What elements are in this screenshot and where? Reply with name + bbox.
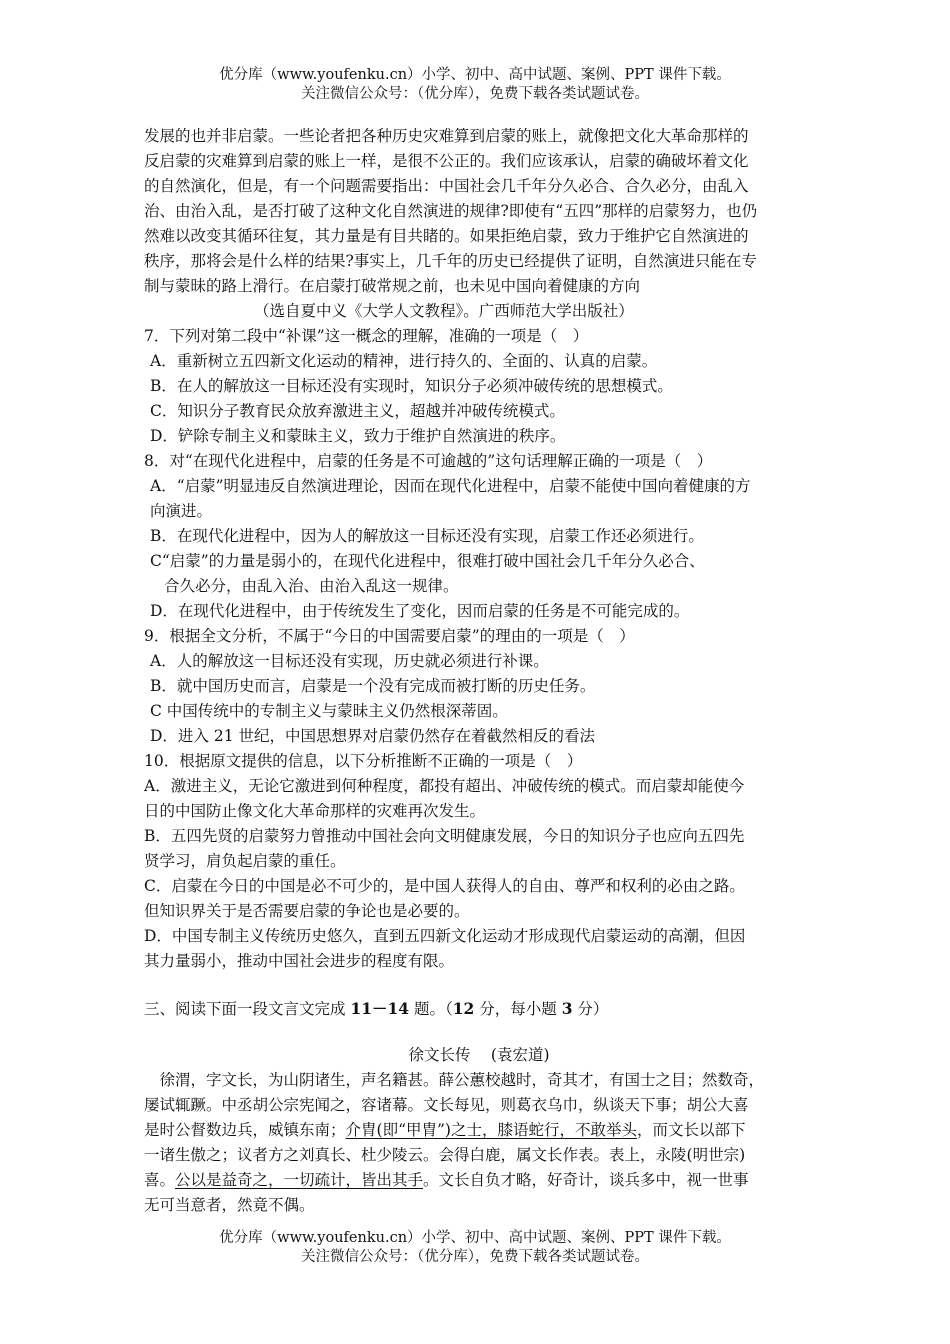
answer-option: A．重新树立五四新文化运动的精神，进行持久的、全面的、认真的启蒙。: [150, 352, 658, 370]
passage-line: 反启蒙的灾难算到启蒙的账上一样，是很不公正的。我们应该承认，启蒙的确破坏着文化: [144, 152, 749, 170]
passage: [144, 124, 814, 299]
header-line-1: 优分库（www.youfenku.cn）小学、初中、高中试题、案例、PPT 课件下载。: [219, 67, 731, 83]
answer-option: C．启蒙在今日的中国是必不可少的，是中国人获得人的自由、尊严和权利的必由之路。: [144, 877, 745, 895]
answer-option: B．五四先贤的启蒙努力曾推动中国社会向文明健康发展，今日的知识分子也应向五四先: [144, 827, 745, 845]
classical-line: 是时公督数边兵，威镇东南；介胄(即“甲胄”)之士，膝语蛇行，不敢举头，而文长以部下: [144, 1121, 746, 1139]
document-body: [144, 124, 814, 1218]
answer-option: D．进入 21 世纪，中国思想界对启蒙仍然存在着截然相反的看法: [150, 727, 596, 745]
page-footer: [0, 1229, 950, 1267]
passage-line: 发展的也并非启蒙。一些论者把各种历史灾难算到启蒙的账上，就像把文化大革命那样的: [144, 127, 749, 145]
question-stem: 7．下列对第二段中“补课”这一概念的理解，准确的一项是（ ）: [144, 327, 589, 345]
answer-option: B．在人的解放这一目标还没有实现时，知识分子必须冲破传统的思想模式。: [150, 377, 673, 395]
page-header: [0, 66, 950, 104]
classical-line: 屡试辄蹶。中丞胡公宗宪闻之，容诸幕。文长每见，则葛衣乌巾，纵谈天下事；胡公大喜: [144, 1096, 749, 1114]
classical-line: 喜。公以是益奇之，一切疏计，皆出其手。文长自负才略，好奇计，谈兵多中，视一世事: [144, 1171, 749, 1189]
answer-option-continued: 但知识界关于是否需要启蒙的争论也是必要的。: [144, 902, 470, 920]
answer-option: A．激进主义，无论它激进到何种程度，都投有超出、冲破传统的模式。而启蒙却能使今: [144, 777, 745, 795]
question-9: [144, 624, 814, 749]
passage-line: 制与蒙昧的路上滑行。在启蒙打破常规之前，也未见中国向着健康的方向: [144, 277, 641, 295]
footer-line-1: 优分库（www.youfenku.cn）小学、初中、高中试题、案例、PPT 课件下载。: [219, 1230, 731, 1246]
emphasized-word: 永陵 · ·: [656, 1146, 687, 1164]
question-10: [144, 749, 814, 974]
classical-line: 徐渭，字文长，为山阴诸生，声名籍甚。薛公蕙校越时，奇其才，有国士之目；然数奇，: [144, 1071, 765, 1089]
passage-source: （选自夏中义《大学人文教程》。广西师范大学出版社）: [254, 302, 634, 320]
answer-option: B．在现代化进程中，因为人的解放这一目标还没有实现，启蒙工作还必须进行。: [150, 527, 704, 545]
answer-option-continued: 向演进。: [150, 502, 213, 520]
answer-option: B．就中国历史而言，启蒙是一个没有完成而被打断的历史任务。: [150, 677, 596, 695]
answer-option: C 中国传统中的专制主义与蒙昧主义仍然根深蒂固。: [150, 702, 508, 720]
answer-option: A．“启蒙”明显违反自然演进理论，因而在现代化进程中，启蒙不能使中国向着健康的方: [150, 477, 751, 495]
passage-line: 治、由治入乱，是否打破了这种文化自然演进的规律?即使有“五四”那样的启蒙努力，也仍: [144, 202, 758, 220]
passage-line: 秩序，那将会是什么样的结果?事实上，几千年的历史已经提供了证明，自然演进只能在专: [144, 252, 757, 270]
answer-option-continued: 其力量弱小，推动中国社会进步的程度有限。: [144, 952, 455, 970]
classical-line: 一诸生傲之；议者方之刘真长、杜少陵云。会得白鹿，属文长作表。表上，永陵 · ·(明世宗): [144, 1143, 814, 1168]
answer-option: D．中国专制主义传统历史悠久，直到五四新文化运动才形成现代启蒙运动的高潮，但因: [144, 927, 746, 945]
answer-option-continued: 贤学习，肩负起启蒙的重任。: [144, 852, 346, 870]
classical-text-title: 徐文长传 (袁宏道): [408, 1046, 550, 1064]
answer-option-continued: 日的中国防止像文化大革命那样的灾难再次发生。: [144, 802, 486, 820]
answer-option: D．铲除专制主义和蒙昧主义，致力于维护自然演进的秩序。: [150, 427, 566, 445]
passage-line: 的自然演化，但是，有一个问题需要指出：中国社会几千年分久必合、合久必分，由乱入: [144, 177, 749, 195]
question-list: [144, 324, 814, 974]
section-3-heading: 三、阅读下面一段文言文完成 11－14 题。（12 分，每小题 3 分）: [144, 999, 609, 1018]
underlined-sentence: 公以是益奇之，一切疏计，皆出其手: [175, 1171, 424, 1189]
classical-line: 无可当意者，然竟不偶。: [144, 1196, 315, 1214]
question-stem: 8．对“在现代化进程中，启蒙的任务是不可逾越的”这句话理解正确的一项是（ ）: [144, 452, 713, 470]
answer-option: C“启蒙”的力量是弱小的，在现代化进程中，很难打破中国社会几千年分久必合、: [150, 552, 705, 570]
footer-line-2: 关注微信公众号：（优分库），免费下载各类试题试卷。: [301, 1249, 649, 1265]
question-8: [144, 449, 814, 624]
answer-option-continued: 合久必分，由乱入治、由治入乱这一规律。: [164, 577, 459, 595]
header-line-2: 关注微信公众号：（优分库），免费下载各类试题试卷。: [301, 86, 649, 102]
underlined-sentence: 介胄(即“甲胄”)之士，膝语蛇行，不敢举头: [345, 1121, 637, 1139]
answer-option: A．人的解放这一目标还没有实现，历史就必须进行补课。: [150, 652, 549, 670]
answer-option: D．在现代化进程中，由于传统发生了变化，因而启蒙的任务是不可能完成的。: [150, 602, 690, 620]
question-stem: 9．根据全文分析，不属于“今日的中国需要启蒙”的理由的一项是（ ）: [144, 627, 635, 645]
passage-line: 然难以改变其循环往复，其力量是有目共睹的。如果拒绝启蒙，致力于维护它自然演进的: [144, 227, 749, 245]
question-7: [144, 324, 814, 449]
question-stem: 10．根据原文提供的信息，以下分析推断不正确的一项是（ ）: [144, 752, 583, 770]
answer-option: C．知识分子教育民众放弃激进主义，超越并冲破传统模式。: [150, 402, 565, 420]
